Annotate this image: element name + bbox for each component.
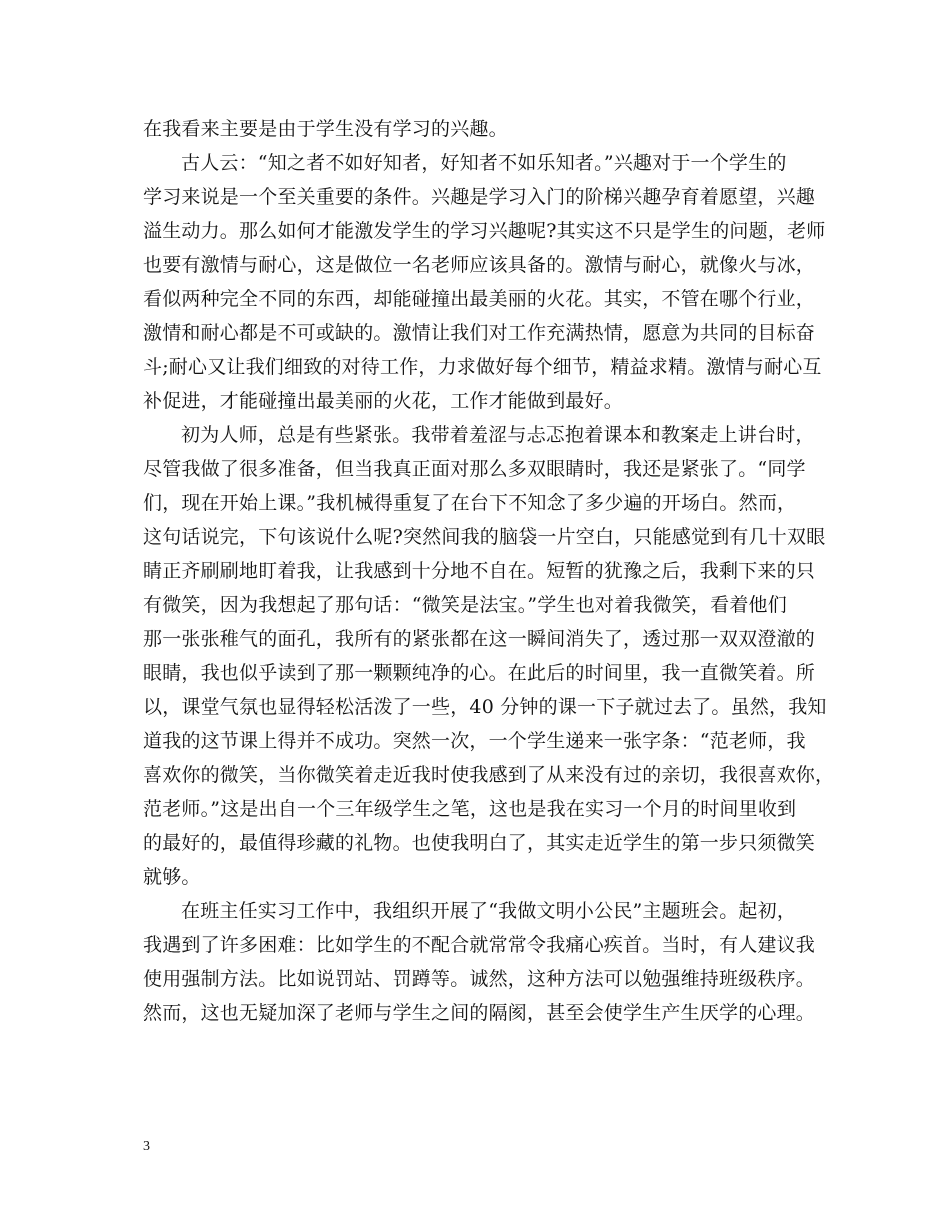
- text-line: 斗;耐心又让我们细致的对待工作，力求做好每个细节，精益求精。激情与耐心互: [143, 356, 822, 378]
- text-line: 也要有激情与耐心，这是做位一名老师应该具备的。激情与耐心，就像火与冰，: [143, 254, 816, 276]
- text-line: 有微笑，因为我想起了那句话：“微笑是法宝。”学生也对着我微笑，看着他们: [143, 594, 787, 616]
- text-line: 睛正齐刷刷地盯着我，让我感到十分地不自在。短暂的犹豫之后，我剩下来的只: [143, 560, 816, 582]
- text-line: 然而，这也无疑加深了老师与学生之间的隔阂，甚至会使学生产生厌学的心理。: [143, 1002, 816, 1024]
- text-line: 们，现在开始上课。”我机械得重复了在台下不知念了多少遍的开场白。然而，: [143, 492, 797, 514]
- text-line: 激情和耐心都是不可或缺的。激情让我们对工作充满热情，愿意为共同的目标奋: [143, 322, 816, 344]
- text-line: 喜欢你的微笑，当你微笑着走近我时使我感到了从来没有过的亲切，我很喜欢你，: [143, 764, 835, 786]
- text-line: 古人云：“知之者不如好知者，好知者不如乐知者。”兴趣对于一个学生的: [181, 152, 787, 174]
- text-line: 这句话说完，下句该说什么呢?突然间我的脑袋一片空白，只能感觉到有几十双眼: [143, 526, 826, 548]
- text-line: 尽管我做了很多准备，但当我真正面对那么多双眼睛时，我还是紧张了。“同学: [143, 458, 806, 480]
- text-line: 使用强制方法。比如说罚站、罚蹲等。诚然，这种方法可以勉强维持班级秩序。: [143, 968, 816, 990]
- text-line: 就够。: [143, 866, 201, 888]
- text-line: 道我的这节课上得并不成功。突然一次，一个学生递来一张字条：“范老师，我: [143, 730, 806, 752]
- text-line: 的最好的，最值得珍藏的礼物。也使我明白了，其实走近学生的第一步只须微笑: [143, 832, 816, 854]
- text-line: 初为人师，总是有些紧张。我带着羞涩与忐忑抱着课本和教案走上讲台时，: [181, 424, 815, 446]
- text-line: 那一张张稚气的面孔，我所有的紧张都在这一瞬间消失了，透过那一双双澄澈的: [143, 628, 816, 650]
- text-line: 学习来说是一个至关重要的条件。兴趣是学习入门的阶梯兴趣孕育着愿望，兴趣: [143, 186, 816, 208]
- page-number: 3: [143, 1139, 150, 1154]
- text-line: 我遇到了许多困难：比如学生的不配合就常常令我痛心疾首。当时，有人建议我: [143, 934, 816, 956]
- text-line: 在班主任实习工作中，我组织开展了“我做文明小公民”主题班会。起初，: [181, 900, 797, 922]
- text-line: 范老师。”这是出自一个三年级学生之笔，这也是我在实习一个月的时间里收到: [143, 798, 797, 820]
- text-line: 在我看来主要是由于学生没有学习的兴趣。: [143, 118, 508, 140]
- text-line: 溢生动力。那么如何才能激发学生的学习兴趣呢?其实这不只是学生的问题，老师: [143, 220, 826, 242]
- text-line: 看似两种完全不同的东西，却能碰撞出最美丽的火花。其实，不管在哪个行业，: [143, 288, 816, 310]
- text-line: 补促进，才能碰撞出最美丽的火花，工作才能做到最好。: [143, 390, 624, 412]
- text-line: 眼睛，我也似乎读到了那一颗颗纯净的心。在此后的时间里，我一直微笑着。所: [143, 662, 816, 684]
- text-line: 以，课堂气氛也显得轻松活泼了一些，40 分钟的课一下子就过去了。虽然，我知: [143, 696, 827, 718]
